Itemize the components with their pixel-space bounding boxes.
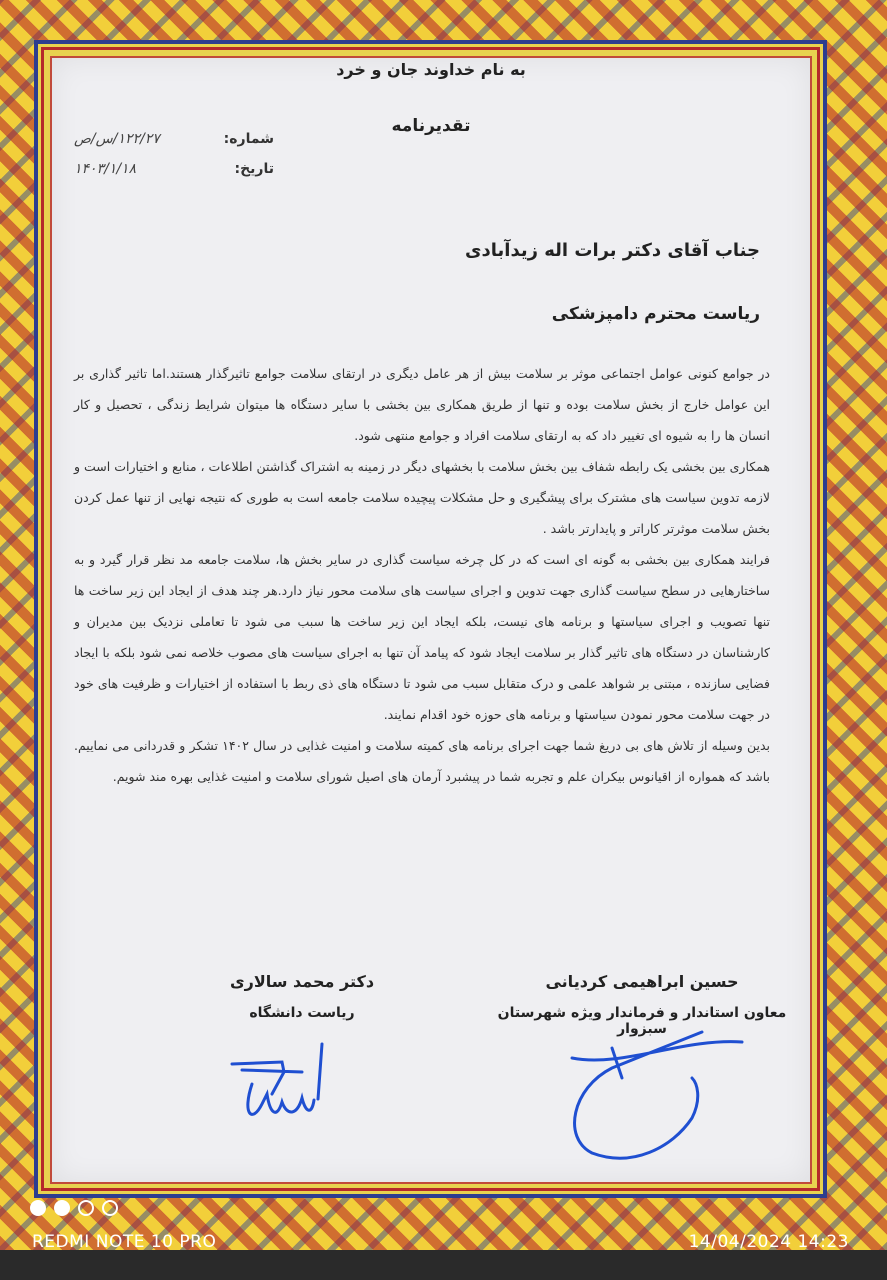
number-value: ۱۲۲/۲۷/س/ص: [74, 131, 160, 147]
signature-block-left: [202, 972, 402, 1021]
addressee-name: جناب آقای دکتر برات اله زیدآبادی: [465, 240, 760, 261]
document-meta: [74, 124, 274, 184]
pager-dot-4[interactable]: [102, 1200, 118, 1216]
bismillah-heading: به نام خداوند جان و خرد: [336, 60, 526, 79]
meta-date-row: [74, 154, 274, 184]
document-title: تقدیرنامه: [391, 116, 471, 136]
camera-watermark: REDMI NOTE 10 PRO: [32, 1232, 217, 1252]
pager-dot-1[interactable]: [30, 1200, 46, 1216]
signer-name-left: دکتر محمد سالاری: [229, 972, 375, 991]
signer-name-right: حسین ابراهیمی کردیانی: [545, 972, 739, 991]
date-label: تاریخ:: [234, 161, 274, 177]
handwritten-signature-left: [222, 1024, 342, 1144]
signer-position-left: ریاست دانشگاه: [249, 1005, 355, 1021]
meta-number-row: [74, 124, 274, 154]
handwritten-signature-right: [552, 1028, 752, 1168]
number-label: شماره:: [223, 131, 274, 147]
pager-dot-2[interactable]: [54, 1200, 70, 1216]
letter-body: [74, 358, 770, 792]
body-paragraph-2: همکاری بین بخشی یک رابطه شفاف بین بخش سلامت با بخشهای دیگر در زمینه به اشتراک گذاشتن اطلاعات ، منابع و اختیارات است و لازمه تدوین سیاست های مشترک برای پیشگیری و حل مشکلات پیچیده سلامت جامعه است به طوری که نتیجه نهایی از تنها عمل کردن بخش سلامت موثرتر کاراتر و پایدارتر باشد .: [74, 459, 770, 536]
addressee-title: ریاست محترم دامپزشکی: [551, 304, 760, 324]
image-pager-dots[interactable]: [30, 1200, 118, 1216]
body-paragraph-1: در جوامع کنونی عوامل اجتماعی موثر بر سلامت بیش از هر عامل دیگری در ارتقای سلامت جوامع تاثیرگذار هستند.اما تاثیر گذاری بر این عوامل خارج از بخش سلامت بوده و تنها از طریق همکاری بین بخشی با سایر دستگاه ها میتوان شرایط زندگی ، تحصیل و کار انسان ها را به شیوه ای تغییر داد که به ارتقای سلامت افراد و جوامع منتهی شود.: [74, 366, 770, 443]
body-paragraph-4: بدین وسیله از تلاش های بی دریغ شما جهت اجرای برنامه های کمیته سلامت و امنیت غذایی در سال ۱۴۰۲ تشکر و قدردانی می نماییم. باشد که همواره از اقیانوس بیکران علم و تجربه شما در پیشبرد آرمان های اصیل شورای سلامت و امنیت غذایی بهره مند شویم.: [74, 738, 771, 784]
signer-position-right: معاون استاندار و فرماندار ویژه شهرستان سبزوار: [497, 1005, 787, 1037]
date-value: ۱۴۰۳/۱/۱۸: [74, 161, 137, 177]
certificate-paper: [50, 56, 812, 1184]
camera-timestamp: 14/04/2024 14:23: [688, 1232, 849, 1252]
pager-dot-3[interactable]: [78, 1200, 94, 1216]
body-paragraph-3: فرایند همکاری بین بخشی به گونه ای است که در کل چرخه سیاست گذاری در سایر بخش ها، سلامت جامعه مد نظر قرار گیرد و به ساختارهایی در سطح سیاست گذاری جهت تدوین و اجرای سیاست های سلامت محور نیاز دارد.هر چند هدف از ایجاد این زیر ساخت ها تنها تصویب و اجرای سیاستها و برنامه های نیست، بلکه ایجاد این زیر ساخت ها سبب می شود تا تعاملی نزدیک بین مدیران و کارشناسان در دستگاه های تاثیر گذار بر سلامت ایجاد شود که پیامد آن تنها به اجرای سیاست های مصوب خلاصه نمی شود بلکه با ایجاد فضایی سازنده ، مبتنی بر شواهد علمی و درک متقابل سبب می شود تا دستگاه های ذی ربط با استفاده از اختیارات و ظرفیت های خود در جهت سلامت محور نمودن سیاستها و برنامه های حوزه خود اقدام نمایند.: [74, 552, 770, 722]
